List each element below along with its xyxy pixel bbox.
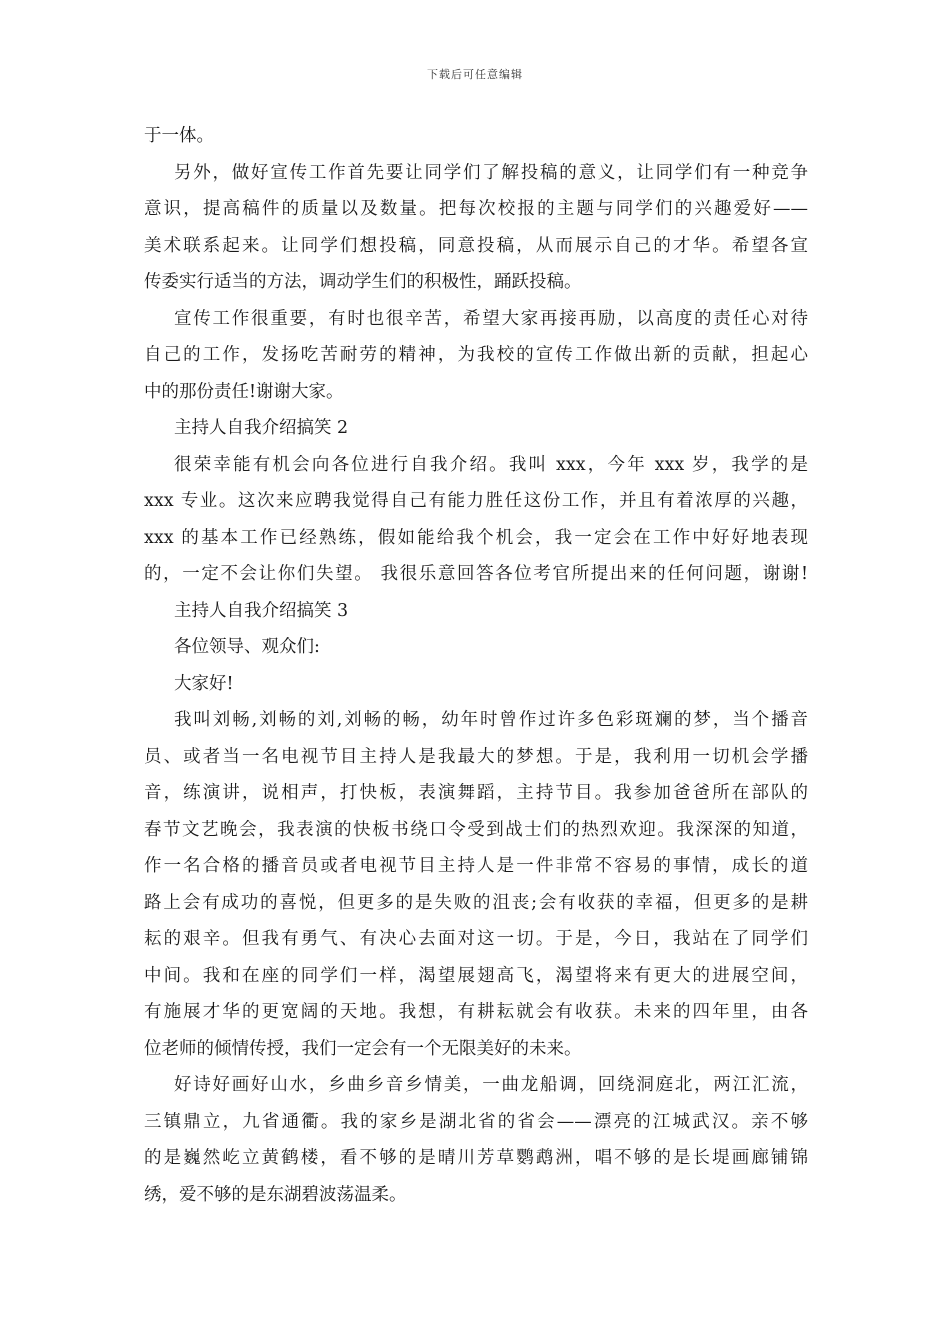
page-header: 下载后可任意编辑: [427, 68, 523, 81]
text-line: 宣传工作很重要，有时也很辛苦，希望大家再接再励，以高度的责任心对待: [174, 308, 808, 329]
text-line: 位老师的倾情传授，我们一定会有一个无限美好的未来。: [144, 1038, 582, 1059]
text-line: 员、或者当一名电视节目主持人是我最大的梦想。于是，我利用一切机会学播: [144, 746, 808, 767]
text-line: 主持人自我介绍搞笑 2: [174, 418, 349, 438]
text-line: 另外，做好宣传工作首先要让同学们了解投稿的意义，让同学们有一种竞争: [174, 162, 808, 183]
text-line: 有施展才华的更宽阔的天地。我想，有耕耘就会有收获。未来的四年里，由各: [144, 1002, 808, 1022]
text-line: 中间。我和在座的同学们一样，渴望展翅高飞，渴望将来有更大的进展空间，: [144, 965, 808, 986]
text-line: 路上会有成功的喜悦，但更多的是失败的沮丧;会有收获的幸福，但更多的是耕: [144, 892, 808, 913]
text-line: xxx 专业。这次来应聘我觉得自己有能力胜任这份工作，并且有着浓厚的兴趣，: [144, 491, 808, 511]
text-line: 主持人自我介绍搞笑 3: [174, 600, 349, 621]
text-line: 的，一定不会让你们失望。 我很乐意回答各位考官所提出来的任何问题，谢谢!: [144, 564, 808, 584]
text-line: 音，练演讲，说相声，打快板，表演舞蹈，主持节目。我参加爸爸所在部队的: [144, 783, 808, 803]
text-line: 很荣幸能有机会向各位进行自我介绍。我叫 xxx，今年 xxx 岁，我学的是: [174, 454, 808, 475]
text-line: xxx 的基本工作已经熟练，假如能给我个机会，我一定会在工作中好好地表现: [144, 527, 808, 548]
text-line: 好诗好画好山水，乡曲乡音乡情美，一曲龙船调，回绕洞庭北，两江汇流，: [174, 1075, 808, 1095]
text-line: 绣，爱不够的是东湖碧波荡温柔。: [144, 1184, 407, 1205]
text-line: 中的那份责任!谢谢大家。: [144, 381, 344, 402]
text-line: 自己的工作，发扬吃苦耐劳的精神，为我校的宣传工作做出新的贡献，担起心: [144, 345, 808, 365]
text-line: 我叫刘畅,刘畅的刘,刘畅的畅，幼年时曾作过许多色彩斑斓的梦，当个播音: [174, 710, 808, 730]
document-body: [144, 118, 808, 1213]
text-line: 美术联系起来。让同学们想投稿，同意投稿，从而展示自己的才华。希望各宣: [144, 235, 808, 256]
text-line: 作一名合格的播音员或者电视节目主持人是一件非常不容易的事情，成长的道: [144, 856, 808, 876]
text-line: 意识，提高稿件的质量以及数量。把每次校报的主题与同学们的兴趣爱好——: [144, 199, 808, 219]
text-line: 耘的艰辛。但我有勇气、有决心去面对这一切。于是，今日，我站在了同学们: [144, 929, 808, 949]
text-line: 的是巍然屹立黄鹤楼，看不够的是晴川芳草鹦鹉洲，唱不够的是长堤画廊铺锦: [144, 1148, 808, 1168]
text-line: 传委实行适当的方法，调动学生们的积极性，踊跃投稿。: [144, 272, 582, 292]
text-line: 春节文艺晚会，我表演的快板书绕口令受到战士们的热烈欢迎。我深深的知道，: [144, 819, 808, 840]
text-line: 各位领导、观众们:: [174, 637, 320, 657]
text-line: 于一体。: [144, 126, 214, 146]
text-line: 大家好!: [174, 673, 234, 694]
text-line: 三镇鼎立，九省通衢。我的家乡是湖北省的省会——漂亮的江城武汉。亲不够: [144, 1111, 808, 1132]
